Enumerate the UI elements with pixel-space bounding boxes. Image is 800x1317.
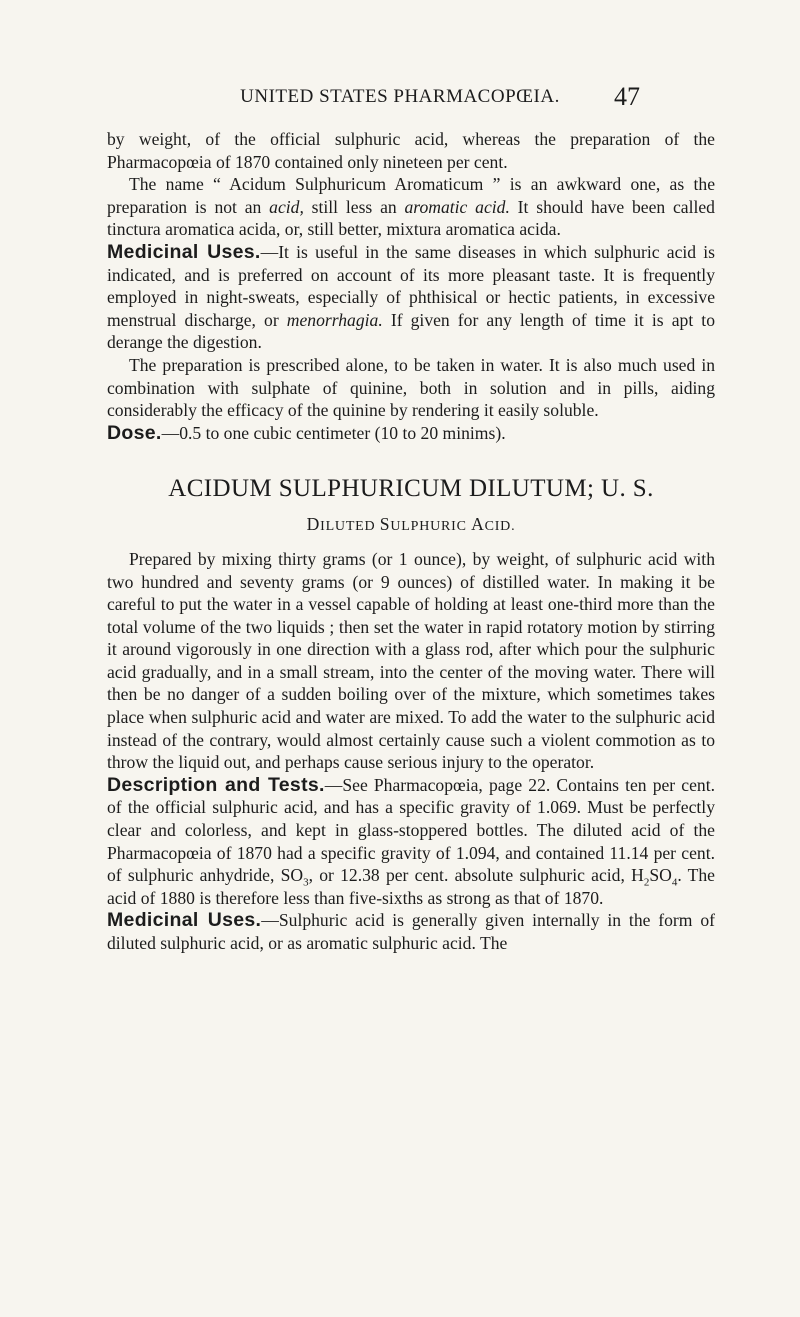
emphasis-aromatic-acid: aromatic acid. — [404, 196, 510, 217]
subscript: 4 — [671, 876, 678, 889]
text-run: If given for any length of time it is apt to derange the digestion. — [107, 309, 715, 353]
paragraph-continuation: by weight, of the official sulphuric acid, whereas the preparation of the Pharmacopœia of 1870 contained only nineteen per cent. — [107, 129, 715, 172]
text-run: still less an — [303, 196, 405, 217]
subtitle-initial: S — [379, 514, 391, 535]
section-subtitle — [107, 513, 715, 539]
paragraph-medicinal-uses — [107, 241, 715, 354]
emphasis-acid: acid, — [269, 196, 304, 217]
paragraph-name-remark — [107, 173, 715, 241]
section-title: ACIDUM SULPHURICUM DILUTUM; U. S. — [168, 475, 654, 503]
subtitle-small-caps: ULPHURIC — [390, 519, 472, 535]
paragraph-dose — [107, 422, 715, 445]
page-body — [107, 128, 715, 955]
running-head — [0, 82, 800, 116]
page-number: 47 — [614, 82, 640, 111]
text-run: . The acid of 1880 is therefore less than five-sixths as strong as that of 1870. — [107, 865, 715, 908]
subtitle-initial: A — [471, 514, 485, 535]
text-run: —See Pharmacopœia, page 22. Contains ten per cent. of the official sulphuric acid, and has a specific gravity of 1.069. Must be perfectly clear and colorless, and kept in glass-stoppered bottles. The diluted acid of the Pharmacopœia of 1870 had a specific gravity of 1.094, and contained 11.14 per cent. of sulphuric anhydride, SO — [107, 774, 715, 886]
run-in-heading-description-tests: Description and Tests. — [107, 773, 325, 796]
paragraph-description-tests — [107, 774, 715, 910]
subtitle-small-caps: ILUTED — [320, 519, 380, 535]
text-run: —Sulphuric acid is generally given internally in the form of diluted sulphuric acid, or as aromatic sulphuric acid. The — [107, 910, 715, 953]
paragraph-prescription: The preparation is prescribed alone, to be taken in water. It is also much used in combination with sulphate of quinine, both in solution and in pills, aiding considerably the efficacy of the quinine by rendering it easily soluble. — [107, 354, 715, 421]
text-run: , or 12.38 per cent. absolute sulphuric acid, H — [308, 865, 644, 886]
run-in-heading-medicinal-uses: Medicinal Uses. — [107, 909, 262, 932]
text-run: SO — [649, 865, 672, 886]
text-run: The name “ Acidum Sulphuricum Aromaticum ” is an awkward one, as the preparation is not an — [107, 174, 715, 217]
subscript: 3 — [303, 876, 309, 889]
paragraph-medicinal-uses-2 — [107, 909, 715, 954]
paragraph-preparation: Prepared by mixing thirty grams (or 1 ounce), by weight, of sulphuric acid with two hundred and seventy grams (or 9 ounces) of distilled water. In making it be careful to put the water in a vessel capable of holding at least one-third more than the total volume of the two liquids ; then set the water in rapid rotatory motion by stirring it around vigorously in one direction with a glass rod, after which pour the sulphuric acid gradually, and in a small stream, into the center of the moving water. There will then be no danger of a sudden boiling over of the mixture, which sometimes takes place when sulphuric acid and water are mixed. To add the water to the sulphuric acid instead of the contrary, would almost certainly cause such a violent commotion as to throw the liquid out, and perhaps cause serious injury to the operator. — [107, 548, 715, 773]
subtitle-small-caps: CID. — [484, 519, 516, 535]
run-in-heading-dose: Dose. — [107, 421, 162, 444]
running-title: UNITED STATES PHARMACOPŒIA. — [240, 86, 560, 107]
text-run: It should have been called tinctura aromatica acida, or, still better, mixtura aromatica acida. — [107, 196, 715, 240]
run-in-heading-medicinal-uses: Medicinal Uses. — [107, 240, 261, 263]
emphasis-menorrhagia: menorrhagia. — [286, 309, 383, 330]
text-run: —0.5 to one cubic centimeter (10 to 20 minims). — [161, 422, 506, 443]
subscript: 2 — [643, 876, 650, 889]
subtitle-initial: D — [306, 514, 321, 535]
text-run: —It is useful in the same diseases in which sulphuric acid is indicated, and is preferred on account of its more pleasant taste. It is frequently employed in night-sweats, especially of phthisical or hectic patients, in excessive menstrual discharge, or — [107, 241, 715, 330]
